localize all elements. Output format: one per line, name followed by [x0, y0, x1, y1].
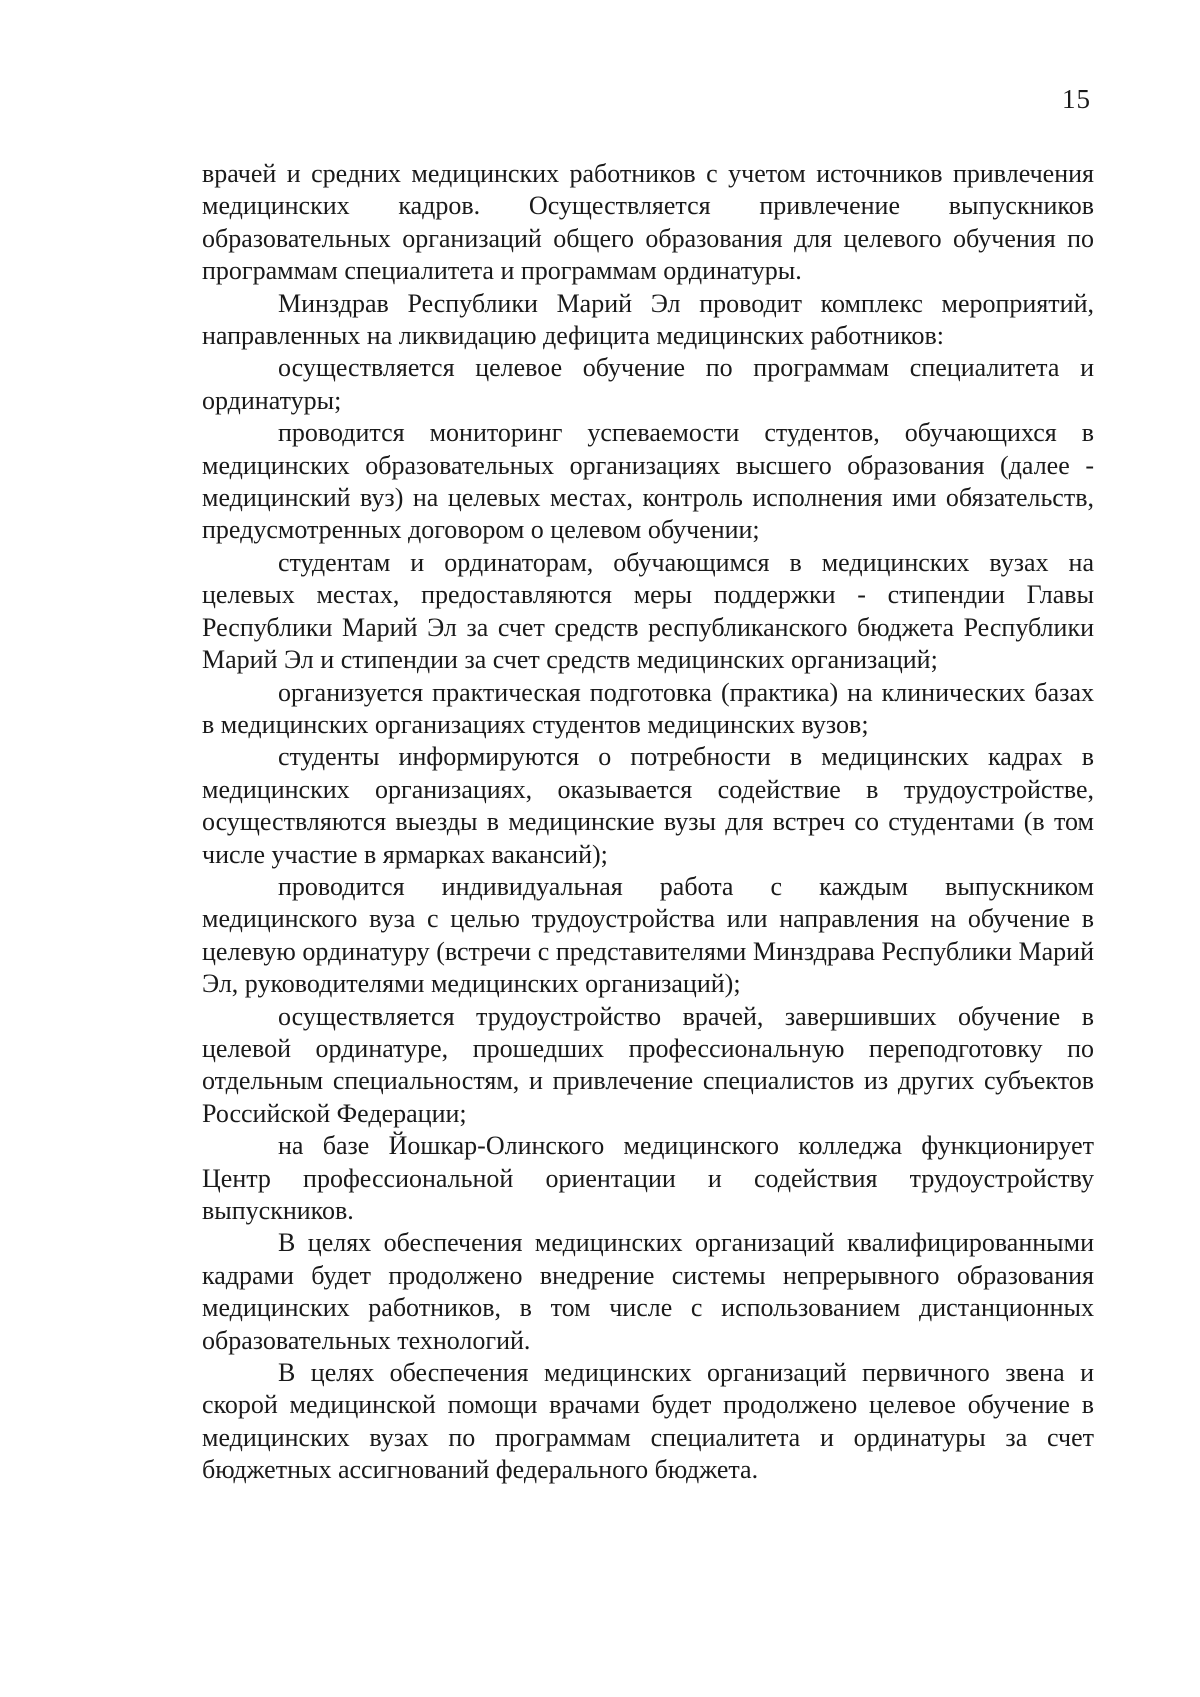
paragraph-continuation: врачей и средних медицинских работников с учетом источников привлечения медицинских кадров. Осуществляется привлечение выпускников образовательных организаций общего образования для целевого обучения по программам специалитета и программам ординатуры. — [202, 159, 1094, 286]
list-item-individual-work: проводится индивидуальная работа с каждым выпускником медицинского вуза с целью трудоустройства или направления на обучение в целевую ординатуру (встречи с представителями Минздрава Республики Марий Эл, руководителями медицинских организаций); — [202, 871, 1094, 999]
list-item-informing-students: студенты информируются о потребности в медицинских кадрах в медицинских организациях, оказывается содействие в трудоустройстве, осуществляются выезды в медицинские вузы для встреч со студентами (в том числе участие в ярмарках вакансий); — [202, 742, 1094, 869]
paragraph-primary-care-training: В целях обеспечения медицинских организаций первичного звена и скорой медицинской помощи врачами будет продолжено целевое обучение в медицинских вузах по программам специалитета и ординатуры за счет бюджетных ассигнований федерального бюджета. — [202, 1358, 1094, 1485]
list-item-career-center: на базе Йошкар-Олинского медицинского колледжа функционирует Центр профессиональной ориентации и содействия трудоустройству выпускников. — [202, 1131, 1094, 1225]
paragraph-continuous-education: В целях обеспечения медицинских организаций квалифицированными кадрами будет продолжено внедрение системы непрерывного образования медицинских работников, в том числе с использованием дистанционных образовательных технологий. — [202, 1228, 1094, 1355]
list-item-support-measures: студентам и ординаторам, обучающимся в медицинских вузах на целевых местах, предоставляются меры поддержки - стипендии Главы Республики Марий Эл за счет средств республиканского бюджета Республики Марий Эл и стипендии за счет средств медицинских организаций; — [202, 547, 1094, 675]
paragraph-measures-intro: Минздрав Республики Марий Эл проводит комплекс мероприятий, направленных на ликвидацию дефицита медицинских работников: — [202, 288, 1094, 351]
page-number: 15 — [1062, 84, 1091, 114]
list-item-practical-training: организуется практическая подготовка (практика) на клинических базах в медицинских организациях студентов медицинских вузов; — [202, 677, 1094, 739]
list-item-employment: осуществляется трудоустройство врачей, завершивших обучение в целевой ординатуре, прошедших профессиональную переподготовку по отдельным специальностям, и привлечение специалистов из других субъектов Российской Федерации; — [202, 1001, 1094, 1128]
list-item-monitoring: проводится мониторинг успеваемости студентов, обучающихся в медицинских образовательных организациях высшего образования (далее - медицинский вуз) на целевых местах, контроль исполнения ими обязательств, предусмотренных договором о целевом обучении; — [202, 418, 1094, 545]
list-item-targeted-training: осуществляется целевое обучение по программам специалитета и ординатуры; — [202, 353, 1094, 415]
document-body — [202, 158, 1094, 1487]
